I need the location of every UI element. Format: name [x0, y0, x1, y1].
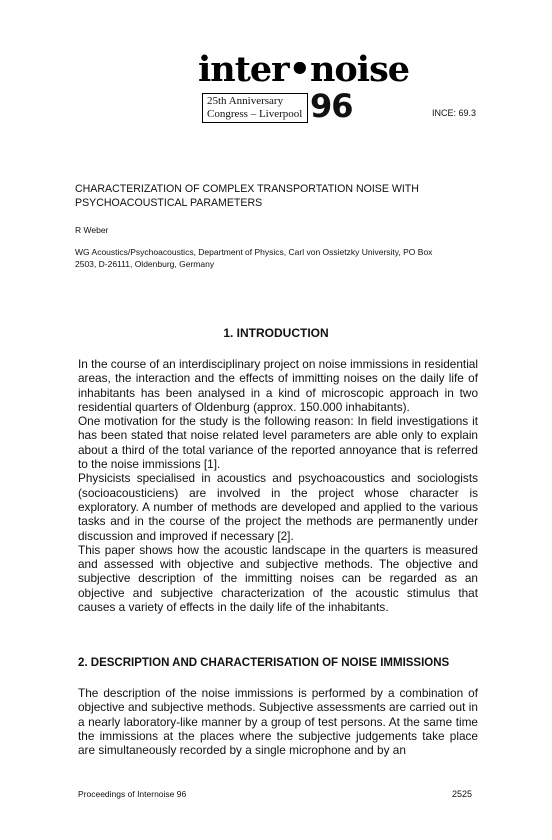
paragraph: One motivation for the study is the following reason: In field investigations it has been stated that noise related level parameters are able only to explain about a third of the total variance of the reported annoyance that is referred to the noise immissions [1].: [78, 414, 478, 472]
page-number: 2525: [452, 789, 473, 799]
logo-year: 96: [310, 87, 353, 125]
affiliation-line-2: 2503, D-26111, Oldenburg, Germany: [75, 259, 215, 269]
ince-code: INCE: 69.3: [432, 108, 477, 118]
section-2-heading: 2. DESCRIPTION AND CHARACTERISATION OF NOISE IMMISSIONS: [78, 657, 450, 669]
affiliation: [75, 246, 485, 270]
paragraph: The description of the noise immissions is performed by a combination of objective and subjective methods. Subjective assessments are carried out in a nearly laboratory-like manner by a group of test persons. At the same time the immissions at the places where the subjective judgements take place are simultaneously recorded by a single microphone and by an: [78, 686, 478, 758]
section-1-heading: 1. INTRODUCTION: [223, 326, 329, 340]
paper-title: [75, 182, 495, 210]
paragraph: This paper shows how the acoustic landscape in the quarters is measured and assessed with objective and subjective methods. The objective and subjective description of the immitting noises can be regarded as an objective and subjective characterization of the acoustic stimulus that causes a variety of effects in the daily life of the inhabitants.: [78, 542, 478, 615]
conference-logo: [198, 49, 410, 126]
title-line-2: PSYCHOACOUSTICAL PARAMETERS: [75, 197, 263, 209]
title-line-1: CHARACTERIZATION OF COMPLEX TRANSPORTATION NOISE WITH: [75, 183, 419, 195]
section-1-body: [78, 357, 478, 614]
paragraph: Physicists specialised in acoustics and psychoacoustics and sociologists (socioacousticiens) are involved in the project whose character is exploratory. A number of methods are developed and applied to the various tasks and in the course of the project the methods are permanently under discussion and improved if necessary [2].: [78, 471, 478, 543]
affiliation-line-1: WG Acoustics/Psychoacoustics, Department of Physics, Carl von Ossietzky University, PO Box: [75, 247, 433, 257]
paragraph: In the course of an interdisciplinary project on noise immissions in residential areas, the interaction and the effects of immitting noises on the daily life of inhabitants has been analysed in a kind of microscopic approach in two residential quarters of Oldenburg (approx. 150.000 inhabitants).: [78, 357, 478, 414]
logo-anniversary-box: [202, 93, 308, 123]
logo-title: inter•noise: [198, 49, 410, 90]
logo-box-line2: Congress – Liverpool: [207, 108, 303, 120]
footer-proceedings: Proceedings of Internoise 96: [78, 789, 187, 799]
section-2-body: [78, 686, 478, 757]
logo-box-line1: 25th Anniversary: [207, 95, 284, 107]
author: R Weber: [75, 225, 109, 235]
